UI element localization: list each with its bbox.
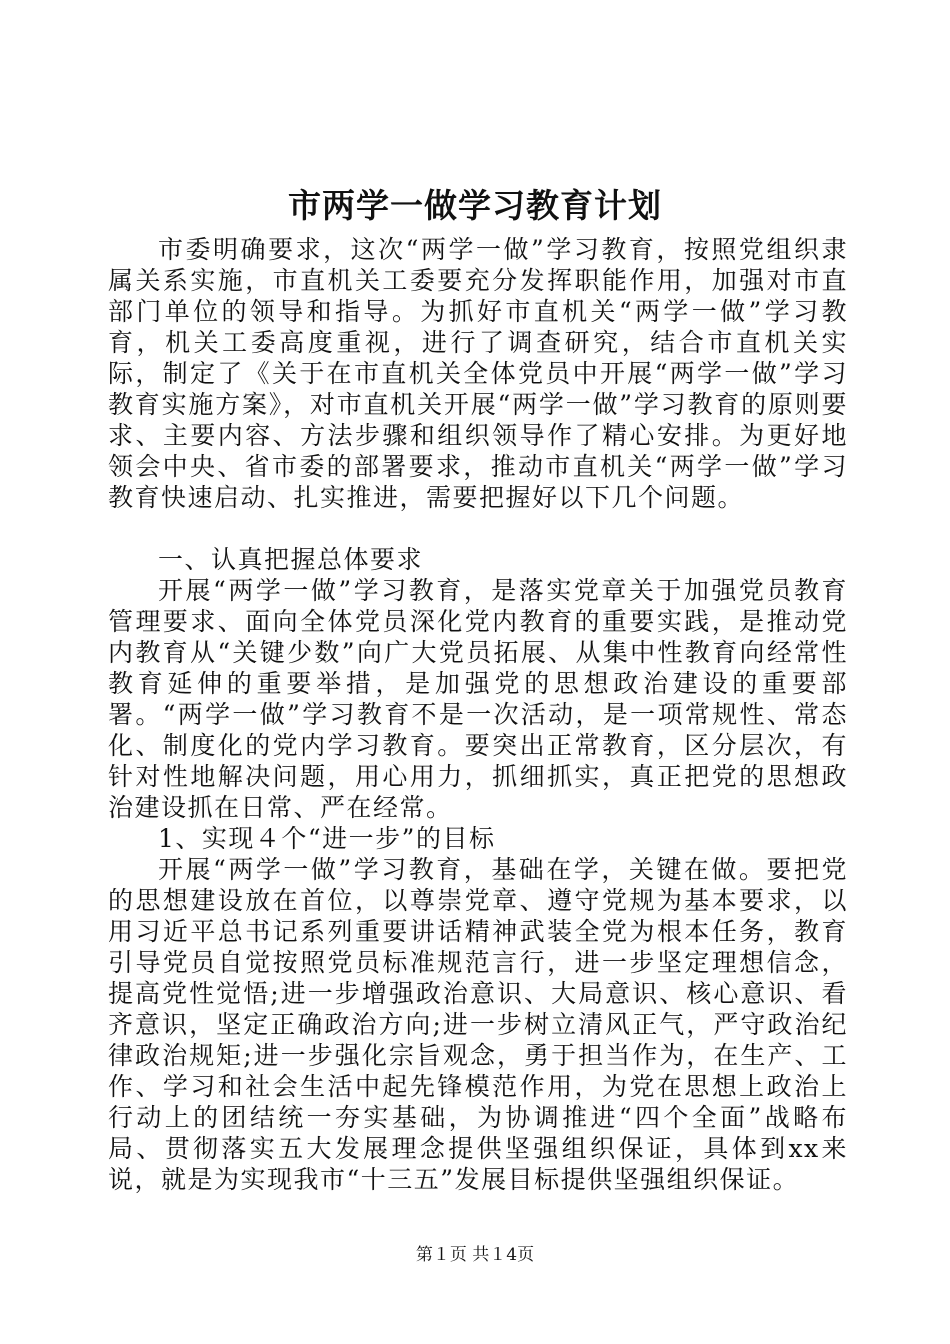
body-paragraph: 开展“两学一做”学习教育，是落实党章关于加强党员教育管理要求、面向全体党员深化党内教育的重要实践，是推动党内教育从“关键少数”向广大党员拓展、从集中性教育向经常性教育延伸的重要举措，是加强党的思想政治建设的重要部署。“两学一做”学习教育不是一次活动，是一项常规性、常态化、制度化的党内学习教育。要突出正常教育，区分层次，有针对性地解决问题，用心用力，抓细抓实，真正把党的思想政治建设抓在日常、严在经常。 — [108, 576, 848, 822]
section-heading: 一、认真把握总体要求 — [158, 545, 424, 574]
body-paragraph: 开展“两学一做”学习教育，基础在学，关键在做。要把党的思想建设放在首位，以尊崇党章、遵守党规为基本要求，以用习近平总书记系列重要讲话精神武装全党为根本任务，教育引导党员自觉按照党员标准规范言行，进一步坚定理想信念，提高党性觉悟;进一步增强政治意识、大局意识、核心意识、看齐意识，坚定正确政治方向;进一步树立清风正气，严守政治纪律政治规矩;进一步强化宗旨观念，勇于担当作为，在生产、工作、学习和社会生活中起先锋模范作用，为党在思想上政治上行动上的团结统一夯实基础，为协调推进“四个全面”战略布局、贯彻落实五大发展理念提供坚强组织保证，具体到xx来说，就是为实现我市“十三五”发展目标提供坚强组织保证。 — [108, 855, 848, 1194]
document-body — [108, 234, 848, 1195]
subsection-heading: 1、实现４个“进一步”的目标 — [158, 824, 496, 853]
intro-paragraph: 市委明确要求，这次“两学一做”学习教育，按照党组织隶属关系实施，市直机关工委要充分发挥职能作用，加强对市直部门单位的领导和指导。为抓好市直机关“两学一做”学习教育，机关工委高度重视，进行了调查研究，结合市直机关实际，制定了《关于在市直机关全体党员中开展“两学一做”学习教育实施方案》，对市直机关开展“两学一做”学习教育的原则要求、主要内容、方法步骤和组织领导作了精心安排。为更好地领会中央、省市委的部署要求，推动市直机关“两学一做”学习教育快速启动、扎实推进，需要把握好以下几个问题。 — [108, 235, 848, 512]
page-number: 第１页 共１4页 — [415, 1245, 535, 1265]
document-title: 市两学一做学习教育计划 — [288, 186, 662, 225]
